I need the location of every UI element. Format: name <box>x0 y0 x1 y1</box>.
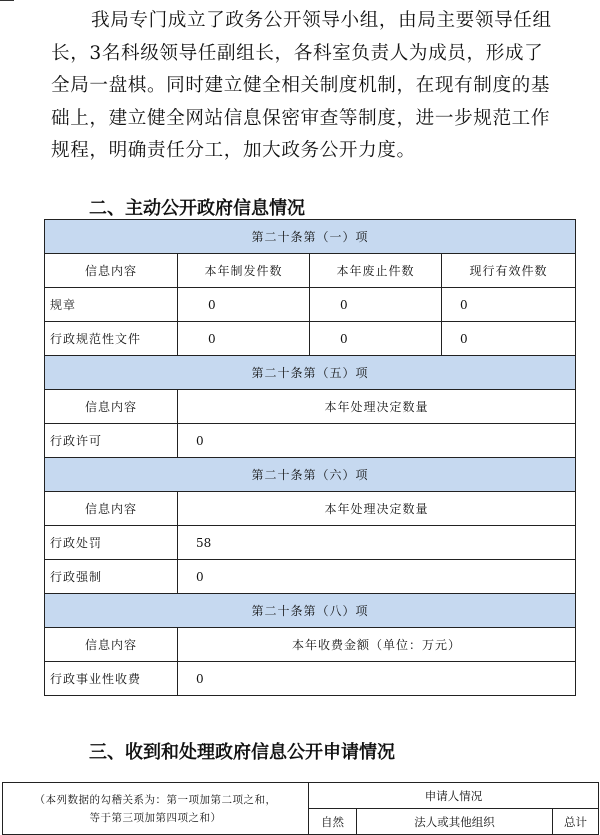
table-row <box>45 662 576 696</box>
intro-line: 长，3名科级领导任副组长，各科室负责人为成员，形成了 <box>51 42 544 64</box>
cell-value: 0 <box>178 662 576 696</box>
cell-value: 0 <box>442 288 576 322</box>
table-row <box>45 424 576 458</box>
art8-header-content: 信息内容 <box>45 628 178 662</box>
intro-line: 础上，建立健全网站信息保密审查等制度，进一步规范工作 <box>51 107 551 129</box>
cell-value: 0 <box>310 288 442 322</box>
col-natural-person: 自然 <box>309 809 357 835</box>
cell-value: 0 <box>178 424 576 458</box>
row-label: 行政事业性收费 <box>45 662 178 696</box>
art6-header-content: 信息内容 <box>45 492 178 526</box>
table-row <box>45 322 576 356</box>
top-rule <box>0 0 14 1</box>
art6-header-count: 本年处理决定数量 <box>178 492 576 526</box>
applicant-header: 申请人情况 <box>309 783 599 809</box>
row-label: 行政许可 <box>45 424 178 458</box>
col-legal-entity: 法人或其他组织 <box>357 809 553 835</box>
col-total: 总计 <box>553 809 599 835</box>
section-3-heading: 三、收到和处理政府信息公开申请情况 <box>89 742 395 763</box>
table-row <box>45 560 576 594</box>
art1-header-issued: 本年制发件数 <box>178 254 310 288</box>
row-label: 行政强制 <box>45 560 178 594</box>
proactive-disclosure-table <box>44 219 576 696</box>
cell-value: 0 <box>442 322 576 356</box>
intro-paragraph <box>51 5 556 168</box>
row-label: 行政规范性文件 <box>45 322 178 356</box>
table-row <box>45 288 576 322</box>
art6-title: 第二十条第（六）项 <box>45 458 576 492</box>
table-row <box>45 526 576 560</box>
reconciliation-note <box>3 783 309 835</box>
intro-line: 我局专门成立了政务公开领导小组，由局主要领导任组 <box>91 10 552 31</box>
note-line: 等于第三项加第四项之和） <box>89 811 222 824</box>
section-2-heading: 二、主动公开政府信息情况 <box>89 198 305 219</box>
art1-header-valid: 现行有效件数 <box>442 254 576 288</box>
cell-value: 0 <box>310 322 442 356</box>
intro-line: 规程，明确责任分工，加大政务公开力度。 <box>51 140 416 162</box>
cell-value: 58 <box>178 526 576 560</box>
cell-value: 0 <box>178 322 310 356</box>
art1-title: 第二十条第（一）项 <box>45 220 576 254</box>
art5-header-content: 信息内容 <box>45 390 178 424</box>
intro-line: 全局一盘棋。同时建立健全相关制度机制，在现有制度的基 <box>51 75 551 97</box>
art1-header-content: 信息内容 <box>45 254 178 288</box>
art1-header-repealed: 本年废止件数 <box>310 254 442 288</box>
cell-value: 0 <box>178 288 310 322</box>
row-label: 行政处罚 <box>45 526 178 560</box>
art8-header-amount: 本年收费金额（单位：万元） <box>178 628 576 662</box>
cell-value: 0 <box>178 560 576 594</box>
art8-title: 第二十条第（八）项 <box>45 594 576 628</box>
application-table <box>2 782 599 835</box>
row-label: 规章 <box>45 288 178 322</box>
art5-header-count: 本年处理决定数量 <box>178 390 576 424</box>
art5-title: 第二十条第（五）项 <box>45 356 576 390</box>
note-line: （本列数据的勾稽关系为：第一项加第二项之和， <box>34 793 277 806</box>
